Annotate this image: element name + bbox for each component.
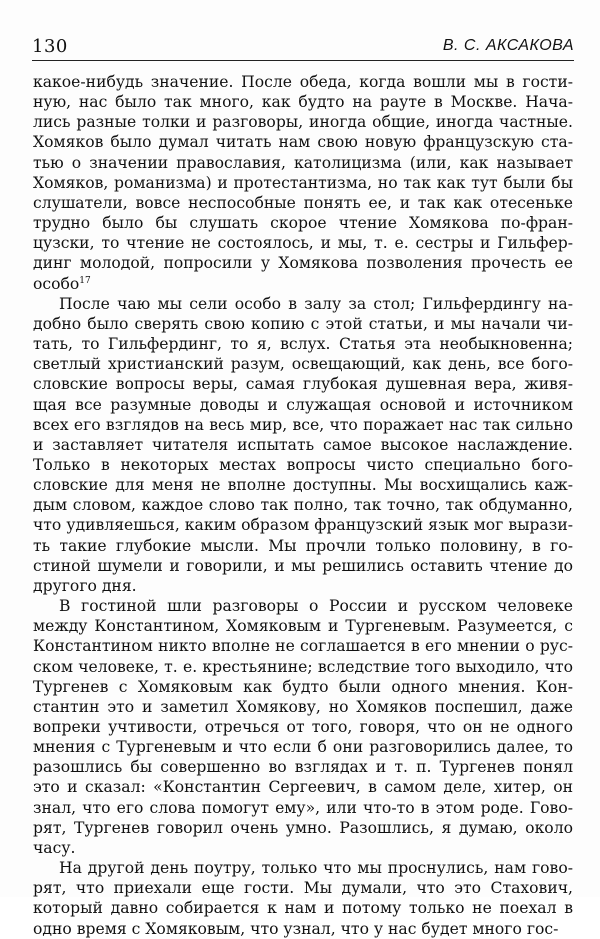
paragraph-1	[33, 72, 573, 294]
paragraph-1-text: какое-нибудь значение. После обеда, когда вошли мы в гостиную, нас было так много, как будто на рауте в Москве. Начались разные толки и разговоры, иногда общие, иногда частные. Хомяков было думал читать нам свою новую французскую статью о значении православия, католицизма (или, как называет Хомяков, романизма) и протестантизма, но так как тут были бы слушатели, вовсе неспособные понять ее, и так как отесеньке трудно было бы слушать скорое чтение Хомякова по-французски, то чтение не состоялось, и мы, т. е. сестры и Гильфердинг молодой, попросили у Хомякова позволения прочесть ее особо	[33, 73, 573, 293]
footnote-marker: 17	[79, 275, 91, 286]
paragraph-3: В гостиной шли разговоры о России и русском человеке между Константином, Хомяковым и Тургеневым. Разумеется, с Константином никто вполне не соглашается в его мнении о русском человеке, т. е. крестьянине; вследствие того выходило, что Тургенев с Хомяковым как будто были одного мнения. Константин это и заметил Хомякову, но Хомяков поспешил, даже вопреки учтивости, отречься от того, говоря, что он не одного мнения с Тургеневым и что если б они разговорились далее, то разошлись бы совершенно во взглядах и т. п. Тургенев понял это и сказал: «Константин Сергеевич, в самом деле, хитер, он знал, что его слова помогут ему», или что-то в этом роде. Говорят, Тургенев говорил очень умно. Разошлись, я думаю, около часу.	[33, 597, 573, 857]
paragraph-4: На другой день поутру, только что мы проснулись, нам говорят, что приехали еще гости. Мы думали, что это Стахович, который давно собирается к нам и потому только не поехал в одно время с Хомяковым, что узнал, что у нас будет много гос-	[33, 859, 573, 938]
paragraph-2: После чаю мы сели особо в залу за стол; Гильфердингу надобно было сверять свою копию с этой статьи, и мы начали читать, то Гильфердинг, то я, вслух. Статья эта необыкновенна; светлый христианский разум, освещающий, как день, все богословские вопросы веры, самая глубокая душевная вера, живящая все разумные доводы и служащая основой и источником всех его взглядов на весь мир, все, что поражает нас так сильно и заставляет читателя испытать самое высокое наслаждение. Только в некоторых местах вопросы чисто специально богословские для меня не вполне доступны. Мы восхищались каждым словом, каждое слово так полно, так точно, так обдуманно, что удивляешься, каким образом французский язык мог выразить такие глубокие мысли. Мы прочли только половину, в гостиной шумели и говорили, и мы решились оставить чтение до другого дня.	[33, 294, 573, 595]
page-header	[32, 34, 574, 61]
running-head: В. С. АКСАКОВА	[442, 37, 574, 54]
body-text	[33, 72, 573, 939]
page-number: 130	[32, 36, 68, 57]
